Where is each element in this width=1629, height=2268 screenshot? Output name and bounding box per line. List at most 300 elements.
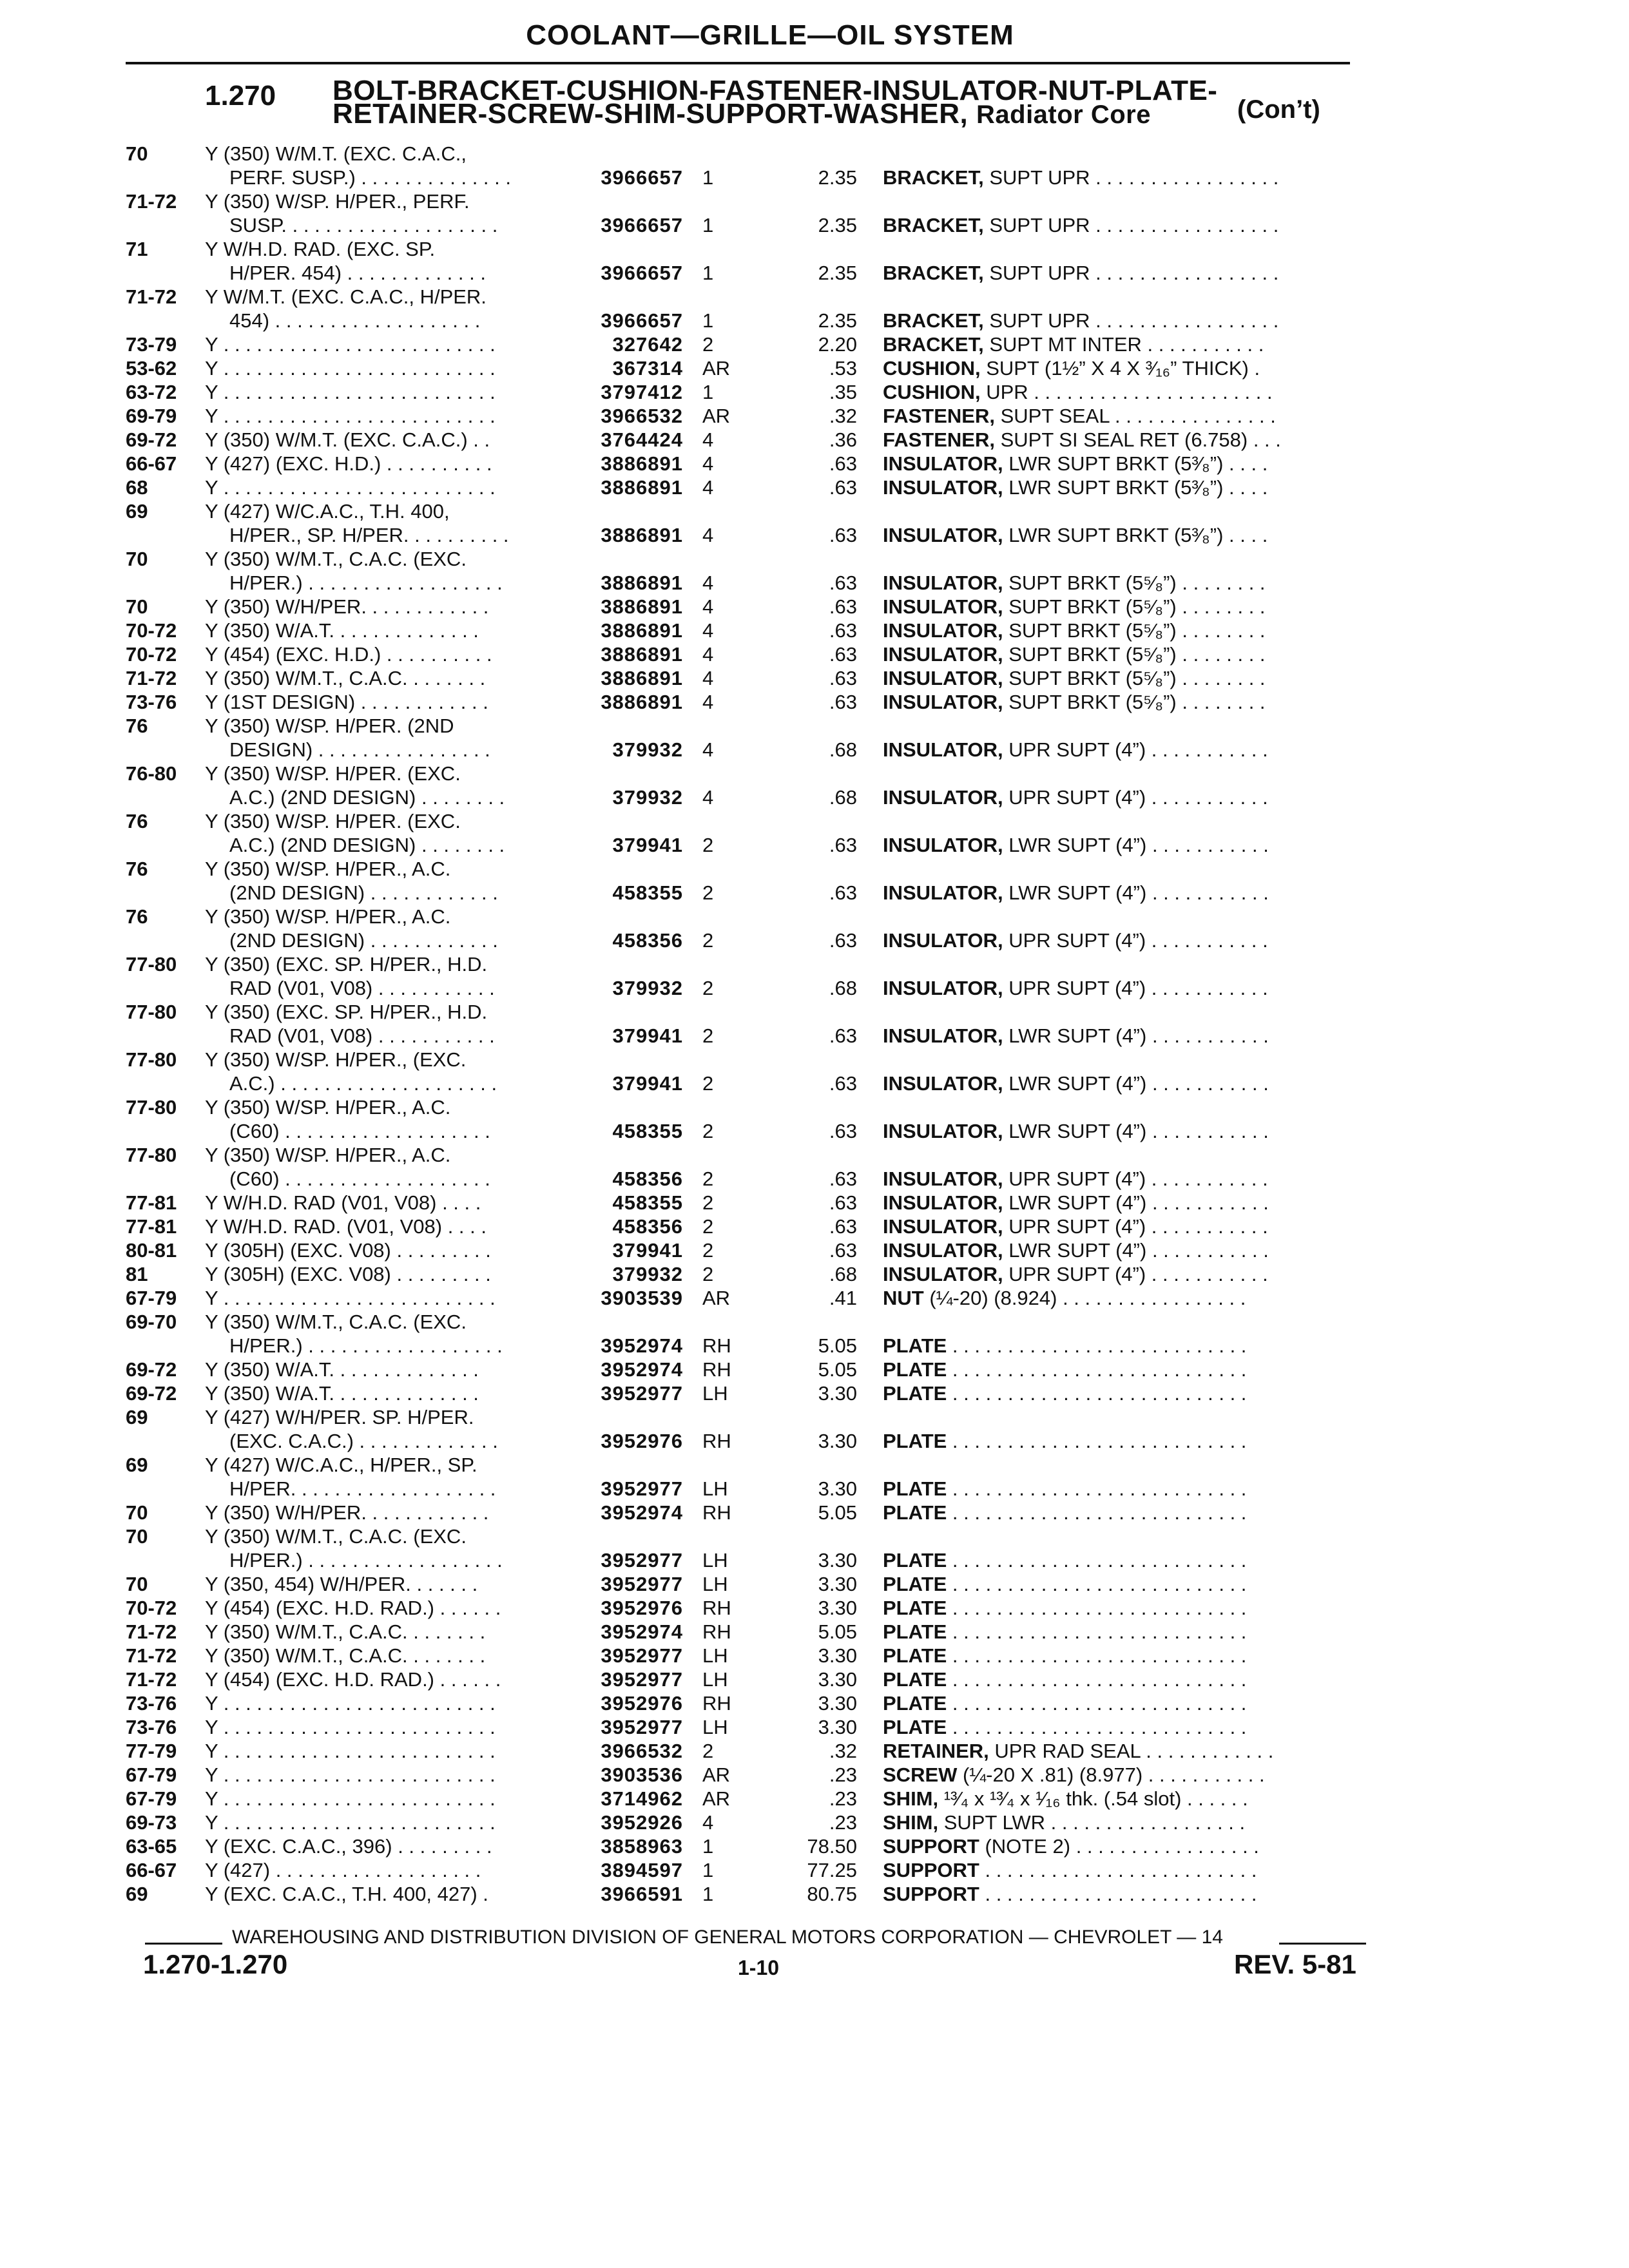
row-part-name-main: PLATE [883,1644,947,1667]
row-description-line: (EXC. C.A.C.) . . . . . . . . . . . . . [229,1430,498,1452]
row-quantity: 1 [702,166,714,189]
row-part-number: 3952974 [601,1334,683,1357]
row-part-name-main: PLATE [883,1430,947,1452]
row-part-name-main: INSULATOR, [883,1263,1003,1285]
row-description-line: A.C.) (2ND DESIGN) . . . . . . . . [229,834,505,856]
row-part-number: 3952926 [601,1811,683,1834]
section-title-line2-text: RETAINER-SCREW-SHIM-SUPPORT-WASHER, [333,98,969,130]
row-part-name [883,1215,1353,1238]
row-part-number: 3797412 [601,381,683,403]
row-part-name-detail: UPR SUPT (4”) . . . . . . . . . . . [1003,929,1268,952]
row-part-name-detail: UPR SUPT (4”) . . . . . . . . . . . [1003,786,1268,809]
row-part-number: 3886891 [601,595,683,618]
row-part-name-detail: SUPT SI SEAL RET (6.758) . . . [994,428,1281,451]
row-part-number: 3966532 [601,1740,683,1762]
row-quantity: 4 [702,452,714,475]
row-part-number: 458356 [612,1215,683,1238]
row-year: 71 [126,238,148,260]
row-price: .63 [829,619,857,642]
row-description [205,762,556,809]
row-part-name-main: INSULATOR, [883,929,1003,952]
row-description [205,905,556,952]
row-part-name-detail: LWR SUPT (4”) . . . . . . . . . . . [1003,1120,1269,1142]
row-part-name-detail: SUPT UPR . . . . . . . . . . . . . . . . . [983,309,1279,332]
row-year: 68 [126,476,148,499]
row-price: 2.35 [818,214,857,236]
row-description [205,476,556,499]
row-price: .63 [829,691,857,713]
row-part-name [883,1763,1353,1787]
row-part-number: 3952977 [601,1573,683,1595]
part-row [0,1095,1629,1143]
row-part-number: 3952977 [601,1382,683,1405]
row-description-line: Y . . . . . . . . . . . . . . . . . . . . . . . . . [205,1287,496,1309]
row-year: 66-67 [126,452,177,475]
row-part-name [883,1572,1353,1596]
footer-section-range: 1.270-1.270 [143,1949,288,1979]
part-row [0,1811,1629,1834]
part-row [0,547,1629,595]
row-part-name-detail: LWR SUPT (4”) . . . . . . . . . . . [1003,881,1269,904]
row-description-line: H/PER., SP. H/PER. . . . . . . . . . [229,524,509,546]
row-quantity: AR [702,1787,731,1810]
row-quantity: 4 [702,572,714,594]
row-description-line: H/PER.) . . . . . . . . . . . . . . . . . . [229,572,503,594]
row-part-name [883,452,1353,476]
row-part-name-main: INSULATOR, [883,1191,1003,1214]
row-year: 67-79 [126,1287,177,1309]
row-part-name-main: PLATE [883,1549,947,1571]
row-description-line: A.C.) (2ND DESIGN) . . . . . . . . [229,786,505,809]
row-part-name [883,166,1353,189]
row-part-name-detail: SUPT BRKT (5⁵⁄₈”) . . . . . . . . [1003,595,1266,618]
row-quantity: AR [702,357,731,380]
row-part-name-detail: . . . . . . . . . . . . . . . . . . . . . . . . . . . [947,1358,1247,1381]
row-price: 3.30 [818,1597,857,1619]
row-part-name-main: INSULATOR, [883,643,1003,666]
row-part-name [883,1715,1353,1739]
row-part-name [883,1691,1353,1715]
row-part-number: 3903536 [601,1763,683,1786]
row-part-name-main: INSULATOR, [883,572,1003,594]
row-year: 77-81 [126,1215,177,1238]
row-description-line: Y (350) W/M.T., C.A.C. (EXC. [205,548,467,570]
row-year: 70-72 [126,643,177,666]
part-row [0,1524,1629,1572]
row-description-line: Y (427) W/C.A.C., T.H. 400, [205,500,450,523]
row-description [205,499,556,547]
row-description [205,1238,556,1262]
row-year: 71-72 [126,667,177,689]
row-part-name [883,1262,1353,1286]
row-description [205,1644,556,1667]
row-price: .35 [829,381,857,403]
row-part-name [883,1858,1353,1882]
row-description-line: Y (350) W/SP. H/PER., A.C. [205,905,451,928]
row-description-line: Y (350) W/SP. H/PER., A.C. [205,1096,451,1119]
row-part-number: 3952977 [601,1668,683,1691]
row-price: .63 [829,1215,857,1238]
row-price: 3.30 [818,1549,857,1571]
row-description-line: Y (350) W/SP. H/PER., A.C. [205,1144,451,1166]
part-row [0,1048,1629,1095]
row-description [205,952,556,1000]
row-part-name-main: PLATE [883,1573,947,1595]
section-title-line1: BOLT-BRACKET-CUSHION-FASTENER-INSULATOR-NUT-PLATE- [333,75,1218,106]
row-description [205,1453,556,1501]
row-part-number: 379932 [612,1263,683,1285]
row-year: 63-65 [126,1835,177,1858]
row-price: .32 [829,405,857,427]
row-description [205,1739,556,1763]
row-quantity: LH [702,1549,728,1571]
row-part-number: 327642 [612,333,683,356]
row-price: 5.05 [818,1501,857,1524]
row-part-number: 3952976 [601,1430,683,1452]
part-row [0,1667,1629,1691]
row-part-name-main: INSULATOR, [883,1024,1003,1047]
row-quantity: 4 [702,738,714,761]
row-part-name [883,1882,1353,1906]
row-part-number: 3966532 [601,405,683,427]
footer-revision: REV. 5-81 [1234,1949,1356,1979]
row-quantity: AR [702,405,731,427]
row-quantity: 1 [702,381,714,403]
row-year: 69-70 [126,1311,177,1333]
row-quantity: 2 [702,834,714,856]
row-part-name-main: INSULATOR, [883,524,1003,546]
row-quantity: RH [702,1430,731,1452]
row-description [205,1572,556,1596]
row-price: 3.30 [818,1382,857,1405]
row-part-name-main: INSULATOR, [883,977,1003,999]
row-description-line: Y . . . . . . . . . . . . . . . . . . . . . . . . . [205,381,496,403]
row-part-number: 3886891 [601,476,683,499]
row-quantity: 2 [702,977,714,999]
row-part-name [883,1811,1353,1834]
row-quantity: 4 [702,476,714,499]
section-title-line2 [333,98,1151,130]
row-part-name-main: INSULATOR, [883,476,1003,499]
row-part-name [883,1739,1353,1763]
row-part-name-main: PLATE [883,1692,947,1715]
row-part-name-detail: (NOTE 2) . . . . . . . . . . . . . . . . . [979,1835,1259,1858]
row-price: .63 [829,881,857,904]
part-row [0,1834,1629,1858]
row-quantity: RH [702,1597,731,1619]
row-year: 69 [126,1454,148,1476]
row-description-line: RAD (V01, V08) . . . . . . . . . . . [229,1024,495,1047]
row-description [205,356,556,380]
row-part-name-main: PLATE [883,1668,947,1691]
row-part-name [883,1358,1353,1381]
row-part-name-main: PLATE [883,1501,947,1524]
row-part-name [883,332,1353,356]
row-part-number: 3952977 [601,1477,683,1500]
row-part-name-detail: LWR SUPT (4”) . . . . . . . . . . . [1003,1191,1269,1214]
row-part-number: 3858963 [601,1835,683,1858]
row-part-name-detail: SUPT UPR . . . . . . . . . . . . . . . . . [983,262,1279,284]
row-part-name-detail: LWR SUPT BRKT (5³⁄₈”) . . . . [1003,452,1268,475]
row-year: 77-79 [126,1740,177,1762]
part-row [0,476,1629,499]
row-part-number: 379941 [612,1239,683,1262]
row-description [205,428,556,452]
row-description [205,1787,556,1811]
row-description-line: Y (305H) (EXC. V08) . . . . . . . . . [205,1239,491,1262]
row-part-name [883,1667,1353,1691]
row-year: 77-80 [126,953,177,975]
row-quantity: 2 [702,1239,714,1262]
row-part-name [883,1644,1353,1667]
row-part-name-main: SUPPORT [883,1883,979,1905]
row-part-name [883,976,1353,1000]
row-part-number: 379941 [612,1024,683,1047]
row-description [205,142,556,189]
row-part-name-detail: LWR SUPT (4”) . . . . . . . . . . . [1003,834,1269,856]
row-description-line: Y (EXC. C.A.C., 396) . . . . . . . . . [205,1835,492,1858]
row-part-number: 3886891 [601,524,683,546]
row-year: 76 [126,715,148,737]
row-part-number: 3952976 [601,1597,683,1619]
row-part-name-main: SHIM, [883,1787,939,1810]
row-part-number: 379932 [612,786,683,809]
row-part-name [883,1119,1353,1143]
footer-page-number: 1-10 [738,1956,780,1979]
row-description [205,332,556,356]
part-row [0,1858,1629,1882]
row-part-number: 458355 [612,881,683,904]
row-part-name [883,642,1353,666]
row-part-name [883,666,1353,690]
row-quantity: 4 [702,428,714,451]
row-year: 77-80 [126,1001,177,1023]
row-quantity: 2 [702,1191,714,1214]
row-year: 81 [126,1263,148,1285]
row-part-name-main: CUSHION, [883,357,981,380]
row-description-line: H/PER. . . . . . . . . . . . . . . . . . . [229,1477,496,1500]
row-description [205,237,556,285]
row-price: .63 [829,452,857,475]
row-part-name [883,1072,1353,1095]
row-description-line: Y (350) W/SP. H/PER. (EXC. [205,810,461,832]
row-part-name-detail: . . . . . . . . . . . . . . . . . . . . . . . . . . . [947,1716,1247,1738]
footer-rule-left [145,1943,222,1945]
row-year: 80-81 [126,1239,177,1262]
row-part-number: 458356 [612,929,683,952]
row-part-number: 3952977 [601,1644,683,1667]
row-part-name-detail: SUPT LWR . . . . . . . . . . . . . . . . . . [938,1811,1246,1834]
row-price: .32 [829,1740,857,1762]
row-part-name [883,1501,1353,1524]
row-description [205,619,556,642]
row-part-name-detail: LWR SUPT (4”) . . . . . . . . . . . [1003,1239,1269,1262]
row-part-name [883,476,1353,499]
row-description-line: Y W/M.T. (EXC. C.A.C., H/PER. [205,285,487,308]
row-part-name-main: PLATE [883,1477,947,1500]
row-part-number: 3952974 [601,1501,683,1524]
row-part-name-main: PLATE [883,1597,947,1619]
row-part-name-detail: SUPT (1½” X 4 X ³⁄₁₆” THICK) . [980,357,1260,380]
row-part-name [883,1381,1353,1405]
row-part-number: 458356 [612,1168,683,1190]
row-description [205,1715,556,1739]
row-part-name-detail: . . . . . . . . . . . . . . . . . . . . . . . . . . . [947,1334,1247,1357]
row-year: 77-81 [126,1191,177,1214]
row-part-name-main: SHIM, [883,1811,939,1834]
row-price: 5.05 [818,1358,857,1381]
row-part-name-main: BRACKET, [883,166,984,189]
part-row [0,1620,1629,1644]
row-year: 69 [126,1883,148,1905]
row-quantity: 4 [702,1811,714,1834]
row-description [205,1667,556,1691]
part-row [0,452,1629,476]
row-part-name-detail: SUPT MT INTER . . . . . . . . . . . [983,333,1264,356]
row-part-name-main: INSULATOR, [883,1168,1003,1190]
row-description-line: Y (454) (EXC. H.D. RAD.) . . . . . . [205,1668,501,1691]
part-row [0,619,1629,642]
row-quantity: LH [702,1668,728,1691]
row-part-name-main: SUPPORT [883,1859,979,1881]
row-part-number: 3764424 [601,428,683,451]
row-description-line: 454) . . . . . . . . . . . . . . . . . . . [229,309,481,332]
row-description [205,1358,556,1381]
row-part-name-main: PLATE [883,1382,947,1405]
row-year: 67-79 [126,1763,177,1786]
row-quantity: RH [702,1334,731,1357]
row-description [205,857,556,905]
row-part-name-detail: . . . . . . . . . . . . . . . . . . . . . . . . . . . [947,1477,1247,1500]
row-part-number: 379941 [612,1072,683,1095]
row-description [205,1381,556,1405]
row-description-line: Y . . . . . . . . . . . . . . . . . . . . . . . . . [205,357,496,380]
row-description [205,1286,556,1310]
row-part-name-main: BRACKET, [883,214,984,236]
row-quantity: 4 [702,691,714,713]
row-part-name-main: FASTENER, [883,428,995,451]
row-description-line: Y (350) W/M.T., C.A.C. (EXC. [205,1525,467,1548]
row-description [205,1405,556,1453]
row-part-name-detail: . . . . . . . . . . . . . . . . . . . . . . . . . . . [947,1430,1247,1452]
row-year: 69-73 [126,1811,177,1834]
row-part-name-detail: LWR SUPT BRKT (5³⁄₈”) . . . . [1003,476,1268,499]
row-description-line: Y (427) . . . . . . . . . . . . . . . . . . . [205,1859,481,1881]
row-description-line: H/PER.) . . . . . . . . . . . . . . . . . . [229,1549,503,1571]
row-description-line: DESIGN) . . . . . . . . . . . . . . . . [229,738,490,761]
row-part-number: 3886891 [601,619,683,642]
row-description-line: Y (350) W/H/PER. . . . . . . . . . . . [205,595,489,618]
row-description-line: Y . . . . . . . . . . . . . . . . . . . . . . . . . [205,1811,496,1834]
row-price: .63 [829,1024,857,1047]
row-description [205,285,556,332]
row-price: .68 [829,977,857,999]
row-part-name-main: INSULATOR, [883,738,1003,761]
part-row [0,714,1629,762]
part-row [0,404,1629,428]
row-part-number: 458355 [612,1120,683,1142]
section-title-tail: Radiator Core [976,101,1151,129]
row-part-name [883,1191,1353,1215]
row-part-name-detail: UPR . . . . . . . . . . . . . . . . . . . . . . [980,381,1273,403]
part-row [0,285,1629,332]
row-year: 73-76 [126,1692,177,1715]
row-part-name-main: INSULATOR, [883,834,1003,856]
row-part-name [883,1620,1353,1644]
row-year: 70 [126,1525,148,1548]
row-part-name-detail: SUPT UPR . . . . . . . . . . . . . . . . . [983,166,1279,189]
row-part-number: 3886891 [601,572,683,594]
row-description-line: Y . . . . . . . . . . . . . . . . . . . . . . . . . [205,1692,496,1715]
part-row [0,905,1629,952]
row-part-name [883,213,1353,237]
part-row [0,1191,1629,1215]
row-part-name-detail: . . . . . . . . . . . . . . . . . . . . . . . . . [979,1859,1257,1881]
row-description-line: Y (350) W/M.T., C.A.C. . . . . . . . [205,1620,486,1643]
row-description-line: Y . . . . . . . . . . . . . . . . . . . . . . . . . [205,1763,496,1786]
row-description-line: Y (454) (EXC. H.D. RAD.) . . . . . . [205,1597,501,1619]
row-part-name [883,309,1353,332]
row-price: 2.35 [818,166,857,189]
part-row [0,952,1629,1000]
row-description-line: Y (EXC. C.A.C., T.H. 400, 427) . [205,1883,488,1905]
row-year: 67-79 [126,1787,177,1810]
part-row [0,380,1629,404]
row-part-name-main: PLATE [883,1620,947,1643]
row-quantity: 4 [702,595,714,618]
row-part-name [883,404,1353,428]
row-part-name-main: PLATE [883,1358,947,1381]
row-part-name-main: BRACKET, [883,333,984,356]
row-part-number: 3952974 [601,1620,683,1643]
row-year: 66-67 [126,1859,177,1881]
row-year: 69-72 [126,428,177,451]
part-row [0,1405,1629,1453]
row-description-line: Y (350) W/SP. H/PER., PERF. [205,190,470,213]
row-part-name [883,690,1353,714]
row-year: 70-72 [126,619,177,642]
row-part-number: 379932 [612,738,683,761]
row-part-name [883,619,1353,642]
row-part-name [883,1548,1353,1572]
row-price: .63 [829,595,857,618]
row-part-number: 367314 [612,357,683,380]
row-quantity: 1 [702,214,714,236]
row-price: .63 [829,929,857,952]
row-description-line: (2ND DESIGN) . . . . . . . . . . . . [229,929,498,952]
row-quantity: 2 [702,333,714,356]
footer-text: WAREHOUSING AND DISTRIBUTION DIVISION OF GENERAL MOTORS CORPORATION — CHEVROLET — 14 [232,1927,1223,1948]
row-part-number: 379941 [612,834,683,856]
row-description [205,1191,556,1215]
row-description-line: Y (350) W/SP. H/PER. (2ND [205,715,454,737]
row-part-name-detail: LWR SUPT (4”) . . . . . . . . . . . [1003,1024,1269,1047]
row-price: .68 [829,786,857,809]
row-part-name-main: INSULATOR, [883,881,1003,904]
row-part-name-detail: . . . . . . . . . . . . . . . . . . . . . . . . . . . [947,1692,1247,1715]
row-part-name [883,833,1353,857]
row-part-number: 3952974 [601,1358,683,1381]
row-description-line: Y (350) W/A.T. . . . . . . . . . . . . . [205,1382,479,1405]
row-part-name-detail: SUPT BRKT (5⁵⁄₈”) . . . . . . . . [1003,643,1266,666]
row-part-name-detail: (¼-20 X .81) (8.977) . . . . . . . . . . . [957,1763,1265,1786]
row-description-line: Y (350) W/M.T., C.A.C. . . . . . . . [205,667,486,689]
row-quantity: LH [702,1644,728,1667]
row-part-number: 3966657 [601,166,683,189]
row-price: 3.30 [818,1573,857,1595]
row-description-line: Y (1ST DESIGN) . . . . . . . . . . . . [205,691,488,713]
part-row [0,666,1629,690]
